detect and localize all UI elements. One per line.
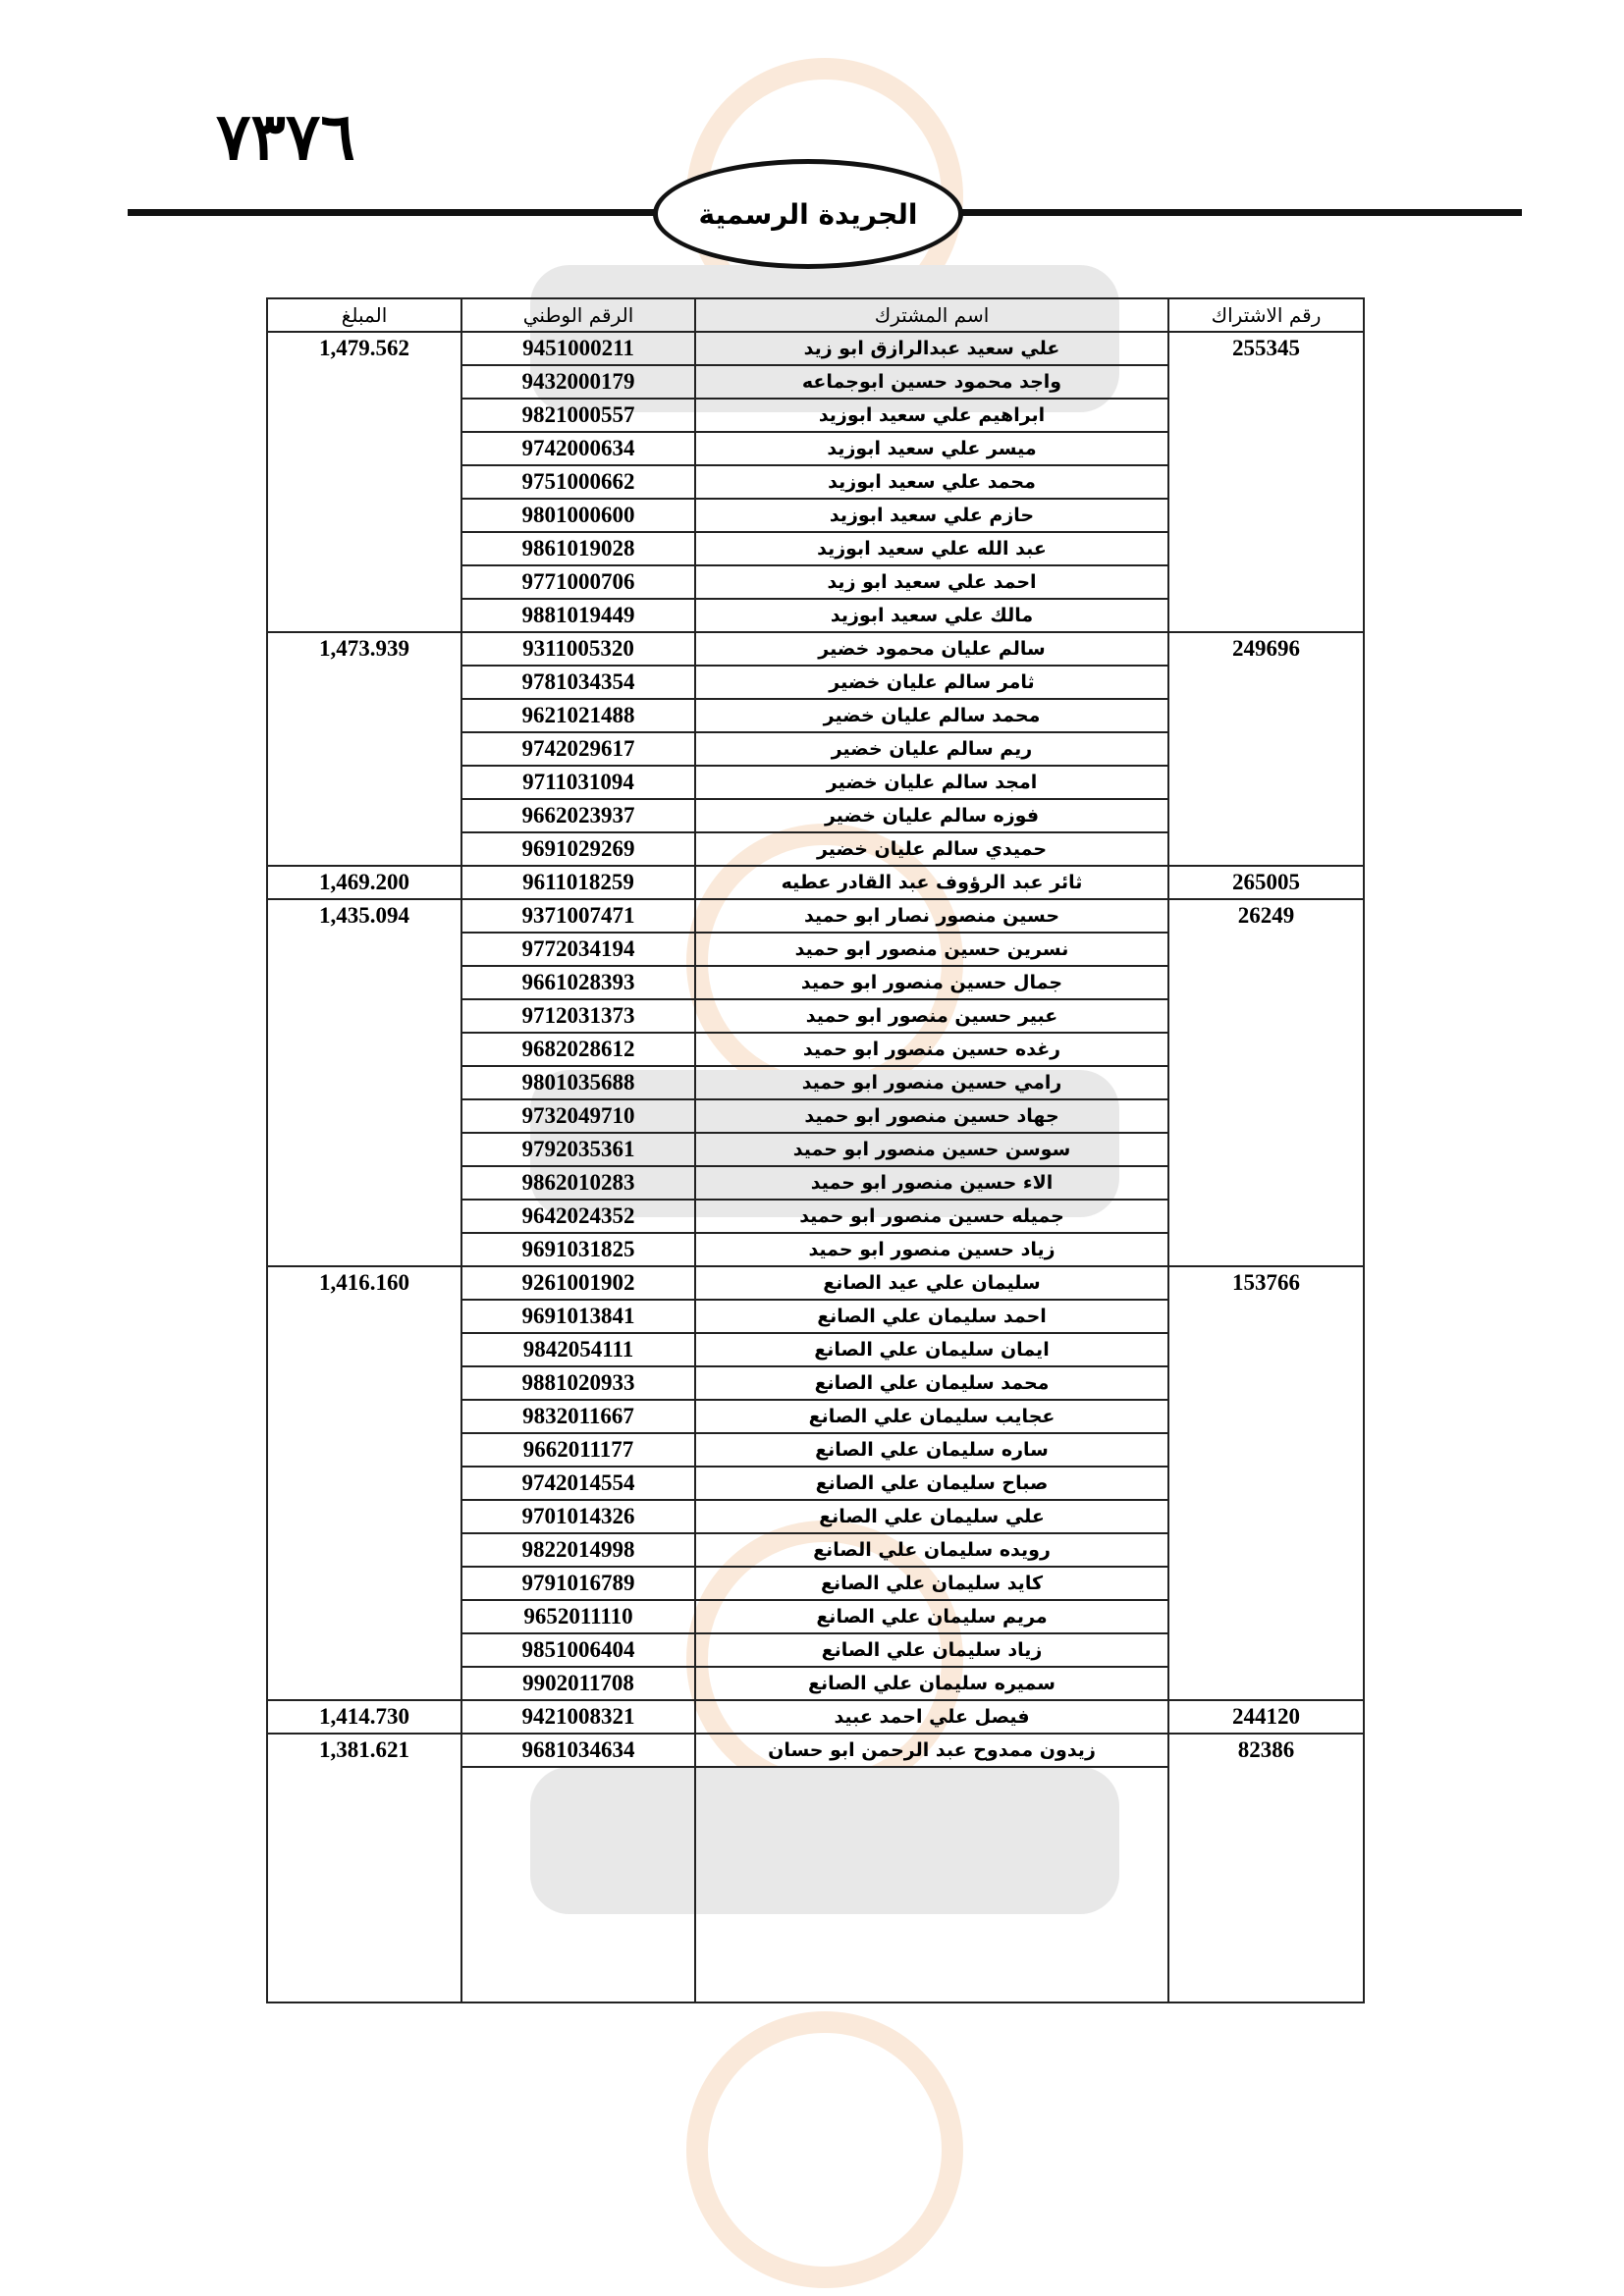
national-id: 9821000557: [461, 399, 695, 432]
national-id: 9851006404: [461, 1633, 695, 1667]
amount: 1,416.160: [267, 1266, 461, 1700]
national-id: 9691031825: [461, 1233, 695, 1266]
subscriber-name: الاء حسين منصور ابو حميد: [695, 1166, 1168, 1200]
subscriber-name: سوسن حسين منصور ابو حميد: [695, 1133, 1168, 1166]
national-id: 9371007471: [461, 899, 695, 933]
subscriber-name: علي سليمان علي الصانع: [695, 1500, 1168, 1533]
national-id: 9712031373: [461, 999, 695, 1033]
subscriber-name: مريم سليمان علي الصانع: [695, 1600, 1168, 1633]
subscriber-name: زيدون ممدوح عبد الرحمن ابو حسان: [695, 1734, 1168, 1767]
subscription-number: 265005: [1168, 866, 1364, 899]
national-id: 9792035361: [461, 1133, 695, 1166]
national-id: 9732049710: [461, 1099, 695, 1133]
national-id: 9662023937: [461, 799, 695, 832]
table-row: [267, 866, 1364, 899]
subscriber-name: رامي حسين منصور ابو حميد: [695, 1066, 1168, 1099]
subscriber-name: واجد محمود حسين ابوجماعه: [695, 365, 1168, 399]
subscriber-name: ساره سليمان علي الصانع: [695, 1433, 1168, 1467]
table-row: [267, 899, 1364, 933]
table-row: [267, 1700, 1364, 1734]
table-row: [267, 632, 1364, 666]
national-id: 9902011708: [461, 1667, 695, 1700]
subscriber-name: حسين منصور نصار ابو حميد: [695, 899, 1168, 933]
national-id: 9652011110: [461, 1600, 695, 1633]
national-id: 9751000662: [461, 465, 695, 499]
header-national-id: الرقم الوطني: [461, 298, 695, 332]
subscriber-name: ميسر علي سعيد ابوزيد: [695, 432, 1168, 465]
subscriber-name: جميله حسين منصور ابو حميد: [695, 1200, 1168, 1233]
table-body: [267, 332, 1364, 2002]
subscriber-name: صباح سليمان علي الصانع: [695, 1467, 1168, 1500]
national-id: 9662011177: [461, 1433, 695, 1467]
subscriber-name: ثائر عبد الرؤوف عبد القادر عطيه: [695, 866, 1168, 899]
amount: 1,473.939: [267, 632, 461, 866]
header-rule-left: [128, 209, 658, 216]
subscribers-table: [266, 297, 1365, 2003]
national-id: 9822014998: [461, 1533, 695, 1567]
national-id: 9791016789: [461, 1567, 695, 1600]
subscriber-name: امجد سالم عليان خضير: [695, 766, 1168, 799]
national-id: 9832011667: [461, 1400, 695, 1433]
subscriber-name: احمد سليمان علي الصانع: [695, 1300, 1168, 1333]
table-row: [267, 332, 1364, 365]
national-id: 9621021488: [461, 699, 695, 732]
empty-cell: [695, 1767, 1168, 2002]
subscriber-name: سميره سليمان علي الصانع: [695, 1667, 1168, 1700]
subscriber-name: جهاد حسين منصور ابو حميد: [695, 1099, 1168, 1133]
subscription-number: 26249: [1168, 899, 1364, 1266]
national-id: 9881020933: [461, 1366, 695, 1400]
subscription-number: 244120: [1168, 1700, 1364, 1734]
header-name: اسم المشترك: [695, 298, 1168, 332]
national-id: 9801000600: [461, 499, 695, 532]
subscriber-name: زياد سليمان علي الصانع: [695, 1633, 1168, 1667]
subscription-number: 255345: [1168, 332, 1364, 632]
subscription-number: 153766: [1168, 1266, 1364, 1700]
national-id: 9701014326: [461, 1500, 695, 1533]
national-id: 9842054111: [461, 1333, 695, 1366]
subscriber-name: ايمان سليمان علي الصانع: [695, 1333, 1168, 1366]
subscription-number: 82386: [1168, 1734, 1364, 2002]
national-id: 9311005320: [461, 632, 695, 666]
subscriber-name: سليمان علي عيد الصانع: [695, 1266, 1168, 1300]
table-header-row: [267, 298, 1364, 332]
national-id: 9432000179: [461, 365, 695, 399]
national-id: 9421008321: [461, 1700, 695, 1734]
national-id: 9642024352: [461, 1200, 695, 1233]
national-id: 9451000211: [461, 332, 695, 365]
national-id: 9742029617: [461, 732, 695, 766]
page-number: ٧٣٧٦: [216, 98, 355, 175]
subscriber-name: عجايب سليمان علي الصانع: [695, 1400, 1168, 1433]
national-id: 9691029269: [461, 832, 695, 866]
empty-cell: [461, 1767, 695, 2002]
header-subscription-no: رقم الاشتراك: [1168, 298, 1364, 332]
national-id: 9611018259: [461, 866, 695, 899]
national-id: 9801035688: [461, 1066, 695, 1099]
national-id: 9682028612: [461, 1033, 695, 1066]
table-row: [267, 1266, 1364, 1300]
national-id: 9261001902: [461, 1266, 695, 1300]
subscriber-name: سالم عليان محمود خضير: [695, 632, 1168, 666]
national-id: 9681034634: [461, 1734, 695, 1767]
header-amount: المبلغ: [267, 298, 461, 332]
subscriber-name: محمد سليمان علي الصانع: [695, 1366, 1168, 1400]
subscriber-name: حميدي سالم عليان خضير: [695, 832, 1168, 866]
subscriber-name: فوزه سالم عليان خضير: [695, 799, 1168, 832]
national-id: 9711031094: [461, 766, 695, 799]
national-id: 9862010283: [461, 1166, 695, 1200]
subscriber-name: كايد سليمان علي الصانع: [695, 1567, 1168, 1600]
subscription-number: 249696: [1168, 632, 1364, 866]
national-id: 9691013841: [461, 1300, 695, 1333]
national-id: 9781034354: [461, 666, 695, 699]
subscriber-name: احمد علي سعيد ابو زيد: [695, 565, 1168, 599]
subscriber-name: ابراهيم علي سعيد ابوزيد: [695, 399, 1168, 432]
subscriber-name: نسرين حسين منصور ابو حميد: [695, 933, 1168, 966]
national-id: 9771000706: [461, 565, 695, 599]
national-id: 9742000634: [461, 432, 695, 465]
header-rule-right: [962, 209, 1522, 216]
subscriber-name: زياد حسين منصور ابو حميد: [695, 1233, 1168, 1266]
national-id: 9881019449: [461, 599, 695, 632]
subscriber-name: عبير حسين منصور ابو حميد: [695, 999, 1168, 1033]
subscriber-name: رغده حسين منصور ابو حميد: [695, 1033, 1168, 1066]
national-id: 9742014554: [461, 1467, 695, 1500]
amount: 1,479.562: [267, 332, 461, 632]
subscriber-name: محمد سالم عليان خضير: [695, 699, 1168, 732]
subscriber-name: عبد الله علي سعيد ابوزيد: [695, 532, 1168, 565]
subscriber-name: جمال حسين منصور ابو حميد: [695, 966, 1168, 999]
national-id: 9861019028: [461, 532, 695, 565]
national-id: 9772034194: [461, 933, 695, 966]
amount: 1,414.730: [267, 1700, 461, 1734]
subscriber-name: رويده سليمان علي الصانع: [695, 1533, 1168, 1567]
subscriber-name: فيصل علي احمد عبيد: [695, 1700, 1168, 1734]
amount: 1,435.094: [267, 899, 461, 1266]
amount: 1,381.621: [267, 1734, 461, 2002]
subscriber-name: ثامر سالم عليان خضير: [695, 666, 1168, 699]
subscriber-name: علي سعيد عبدالرازق ابو زيد: [695, 332, 1168, 365]
table-row: [267, 1734, 1364, 1767]
subscriber-name: مالك علي سعيد ابوزيد: [695, 599, 1168, 632]
national-id: 9661028393: [461, 966, 695, 999]
amount: 1,469.200: [267, 866, 461, 899]
subscriber-name: محمد علي سعيد ابوزيد: [695, 465, 1168, 499]
subscriber-name: ريم سالم عليان خضير: [695, 732, 1168, 766]
gazette-title: الجريدة الرسمية: [653, 159, 963, 269]
subscriber-name: حازم علي سعيد ابوزيد: [695, 499, 1168, 532]
